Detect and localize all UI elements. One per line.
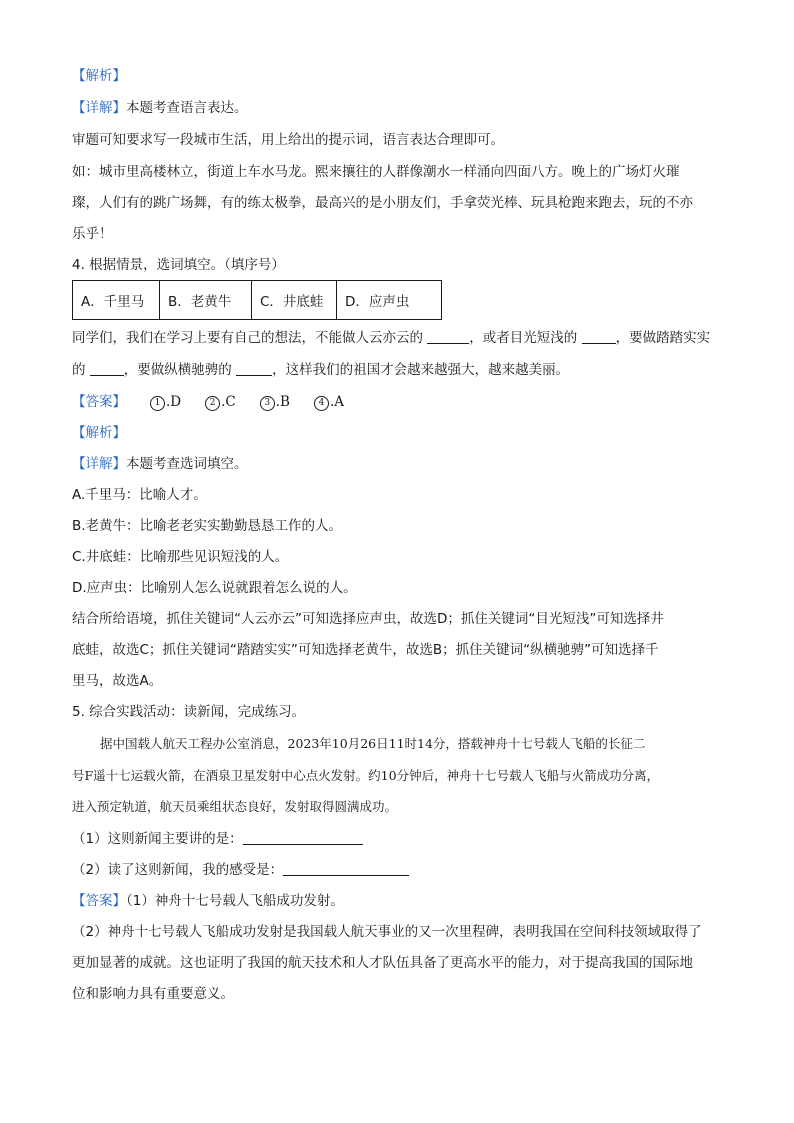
news-line-2: 号F遥十七运载火箭，在酒泉卫星发射中心点火发射。约10分钟后，神舟十七号载人飞船与火箭成功分离， (72, 768, 660, 783)
answer-value: .B (275, 394, 290, 410)
circled-number: 2 (205, 396, 220, 411)
q5-answer-line-1 (72, 891, 724, 911)
q4-text: ，或者目光短浅的 (469, 330, 582, 346)
detail-text: 本题考查语言表达。 (126, 100, 248, 116)
answer-item-4 (314, 392, 344, 412)
q5-answer-line-3: 更加显著的成就。这也证明了我国的航天技术和人才队伍具备了更高水平的能力，对于提高我国的国际地 (72, 955, 693, 971)
detail-label: 【详解】 (72, 100, 126, 116)
q4-text: ，要做纵横驰骋的 (123, 362, 237, 378)
definition-c: C.井底蛙：比喻那些见识短浅的人。 (72, 549, 289, 565)
answer-item-1 (150, 392, 181, 412)
q3-example-line-1: 如：城市里高楼林立，街道上车水马龙。熙来攘往的人群像潮水一样涌向四面八方。晚上的广场灯火璀 (72, 164, 680, 180)
question-5-title: 5. 综合实践活动：读新闻，完成练习。 (72, 704, 306, 720)
blank-2 (582, 329, 616, 344)
option-c: C．井底蛙 (252, 281, 337, 320)
option-a: A．千里马 (73, 281, 160, 320)
q4-sentence-line-1 (72, 328, 724, 348)
subquestion-1 (72, 829, 724, 849)
q4-text: ，要做踏踏实实 (615, 330, 711, 346)
detail-label: 【详解】 (72, 456, 126, 472)
answer-label: 【答案】 (72, 394, 126, 410)
answer-label: 【答案】 (72, 893, 126, 909)
q3-example-line-3: 乐乎！ (72, 226, 113, 242)
circled-number: 3 (260, 396, 275, 411)
answer-blank-1 (243, 830, 363, 845)
detail-line (72, 454, 724, 474)
news-line-3: 进入预定轨道，航天员乘组状态良好，发射取得圆满成功。 (72, 799, 398, 814)
subquestion-2 (72, 860, 724, 880)
definition-d: D.应声虫：比喻别人怎么说就跟着怎么说的人。 (72, 580, 357, 596)
answer-text: （1）神舟十七号载人飞船成功发射。 (126, 893, 344, 909)
question-4-title: 4. 根据情景，选词填空。（填序号） (72, 257, 285, 273)
circled-number: 1 (150, 396, 165, 411)
options-table (72, 280, 442, 320)
summary-line-1: 结合所给语境，抓住关键词“人云亦云”可知选择应声虫，故选D；抓住关键词“目光短浅”可知选择井 (72, 611, 664, 627)
subquestion-text: （2）读了这则新闻，我的感受是： (72, 862, 284, 878)
option-d: D．应声虫 (337, 281, 442, 320)
circled-number: 4 (314, 396, 329, 411)
analysis-label: 【解析】 (72, 68, 126, 84)
q4-text: 的 (72, 362, 90, 378)
subquestion-text: （1）这则新闻主要讲的是： (72, 831, 243, 847)
summary-line-3: 里马，故选A。 (72, 673, 163, 689)
option-b: B．老黄牛 (160, 281, 252, 320)
blank-1 (427, 329, 469, 344)
summary-line-2: 底蛙，故选C；抓住关键词“踏踏实实”可知选择老黄牛，故选B；抓住关键词“纵横驰骋”可知选择千 (72, 642, 659, 658)
q3-example-line-2: 璨，人们有的跳广场舞，有的练太极拳，最高兴的是小朋友们，手拿荧光棒、玩具枪跑来跑去，玩的不亦 (72, 195, 693, 211)
detail-line (72, 98, 724, 118)
blank-4 (236, 361, 272, 376)
analysis-label: 【解析】 (72, 425, 126, 441)
definition-a: A.千里马：比喻人才。 (72, 487, 207, 503)
q3-paragraph-1: 审题可知要求写一段城市生活，用上给出的提示词，语言表达合理即可。 (72, 132, 504, 148)
answer-line (72, 392, 724, 412)
answer-value: .A (329, 394, 345, 410)
news-line-1: 据中国载人航天工程办公室消息，2023年10月26日11时14分，搭载神舟十七号载人飞船的长征二 (100, 736, 646, 751)
answer-item-3 (260, 392, 290, 412)
q4-text: 同学们，我们在学习上要有自己的想法，不能做人云亦云的 (72, 330, 428, 346)
q4-text: ，这样我们的祖国才会越来越强大，越来越美丽。 (272, 362, 570, 378)
answer-value: .C (221, 394, 236, 410)
answer-blank-2 (283, 861, 409, 876)
detail-text: 本题考查选词填空。 (126, 456, 248, 472)
answer-item-2 (205, 392, 236, 412)
q5-answer-line-2: （2）神舟十七号载人飞船成功发射是我国载人航天事业的又一次里程碑，表明我国在空间科技领域取得了 (72, 924, 702, 940)
definition-b: B.老黄牛：比喻老老实实勤勤恳恳工作的人。 (72, 518, 343, 534)
blank-3 (90, 361, 124, 376)
q5-answer-line-4: 位和影响力具有重要意义。 (72, 986, 234, 1002)
answer-value: .D (166, 394, 182, 410)
q4-sentence-line-2 (72, 360, 724, 380)
